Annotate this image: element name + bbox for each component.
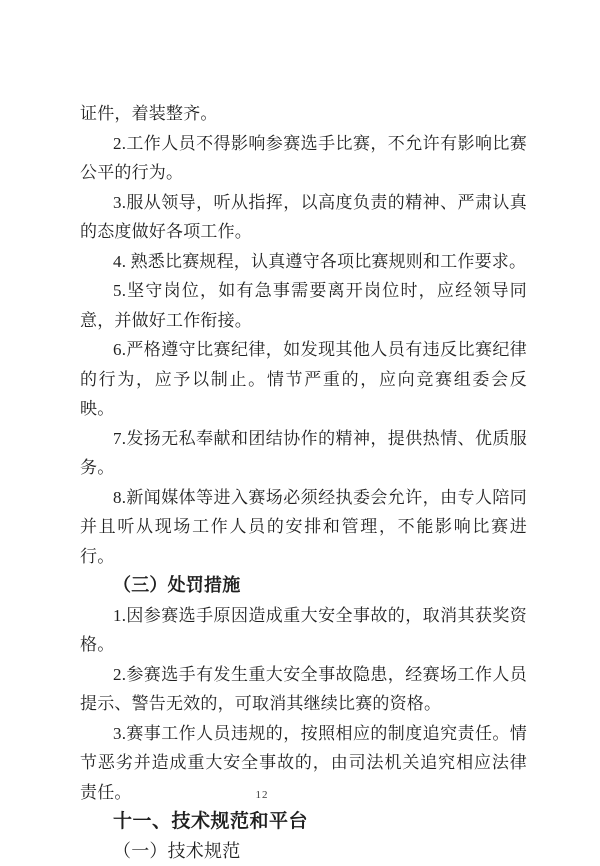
document-body xyxy=(80,99,527,866)
section-heading-punishment-measures: （三）处罚措施 xyxy=(80,571,527,601)
numbered-item-p1: 1.因参赛选手原因造成重大安全事故的，取消其获奖资格。 xyxy=(80,601,527,660)
paragraph-continuation: 证件，着装整齐。 xyxy=(80,99,527,129)
numbered-item-7: 7.发扬无私奉献和团结协作的精神，提供热情、优质服务。 xyxy=(80,424,527,483)
numbered-item-6: 6.严格遵守比赛纪律，如发现其他人员有违反比赛纪律的行为，应予以制止。情节严重的，应向竞赛组委会反映。 xyxy=(80,335,527,424)
chapter-heading-technical-specs: 十一、技术规范和平台 xyxy=(80,807,527,837)
numbered-item-p2: 2.参赛选手有发生重大安全事故隐患，经赛场工作人员提示、警告无效的，可取消其继续比赛的资格。 xyxy=(80,660,527,719)
numbered-item-p3: 3.赛事工作人员违规的，按照相应的制度追究责任。情节恶劣并造成重大安全事故的，由司法机关追究相应法律责任。 xyxy=(80,719,527,808)
numbered-item-8: 8.新闻媒体等进入赛场必须经执委会允许，由专人陪同并且听从现场工作人员的安排和管理，不能影响比赛进行。 xyxy=(80,483,527,572)
numbered-item-4: 4. 熟悉比赛规程，认真遵守各项比赛规则和工作要求。 xyxy=(80,247,527,277)
numbered-item-5: 5.坚守岗位，如有急事需要离开岗位时，应经领导同意，并做好工作衔接。 xyxy=(80,276,527,335)
numbered-item-2: 2.工作人员不得影响参赛选手比赛，不允许有影响比赛公平的行为。 xyxy=(80,129,527,188)
subsection-heading-technical-specs: （一）技术规范 xyxy=(80,837,527,866)
numbered-item-3: 3.服从领导，听从指挥，以高度负责的精神、严肃认真的态度做好各项工作。 xyxy=(80,188,527,247)
page-number: 12 xyxy=(256,789,269,801)
page-footer xyxy=(232,785,292,803)
